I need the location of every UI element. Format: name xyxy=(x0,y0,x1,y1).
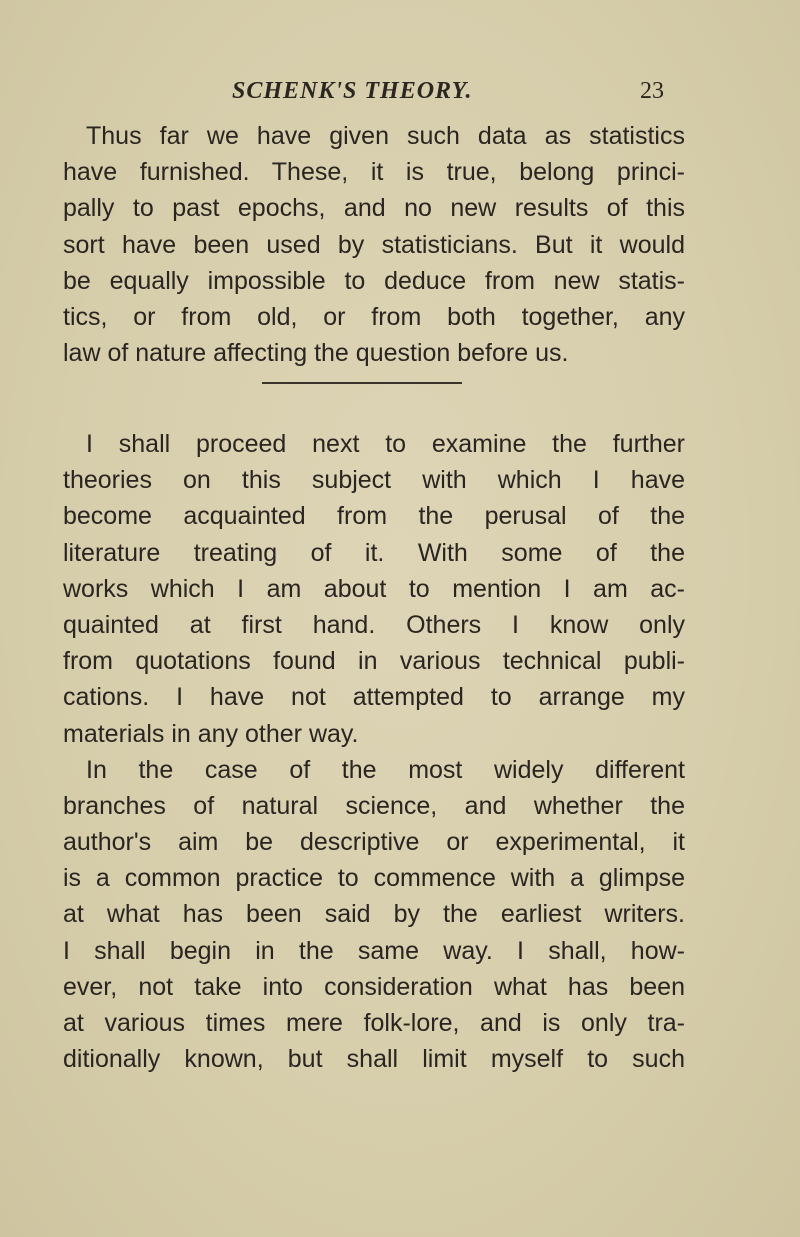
text-line: cations. I have not attempted to arrange my xyxy=(63,683,685,712)
text-line: theories on this subject with which I have xyxy=(63,466,685,495)
text-line: pally to past epochs, and no new results of this xyxy=(63,194,685,223)
text-line: have furnished. These, it is true, belong princi- xyxy=(63,158,685,187)
text-line: become acquainted from the perusal of the xyxy=(63,502,685,531)
text-line: I shall begin in the same way. I shall, how- xyxy=(63,936,685,965)
text-line: I shall proceed next to examine the further xyxy=(86,430,685,458)
text-line: In the case of the most widely different xyxy=(86,755,685,784)
running-title: SCHENK'S THEORY. xyxy=(232,78,473,104)
text-line: be equally impossible to deduce from new statis- xyxy=(63,266,685,295)
text-line: materials in any other way. xyxy=(63,719,359,748)
paragraph-statistics xyxy=(63,118,685,371)
text-line: at various times mere folk-lore, and is only tra- xyxy=(63,1009,685,1037)
paragraph-theories xyxy=(63,426,685,1077)
text-line: Thus far we have given such data as statistics xyxy=(86,122,685,150)
running-head xyxy=(0,78,800,108)
text-line: ever, not take into consideration what has been xyxy=(63,972,685,1001)
text-line: is a common practice to commence with a glimpse xyxy=(63,864,685,893)
text-line: quainted at first hand. Others I know only xyxy=(63,610,685,639)
text-line: literature treating of it. With some of the xyxy=(63,538,685,567)
text-line: ditionally known, but shall limit myself to such xyxy=(63,1045,685,1074)
section-divider xyxy=(262,382,462,384)
page-number: 23 xyxy=(640,78,664,104)
text-line: works which I am about to mention I am ac- xyxy=(63,574,685,603)
text-line: law of nature affecting the question before us. xyxy=(63,339,569,368)
text-line: from quotations found in various technical publi- xyxy=(63,647,685,676)
text-line: author's aim be descriptive or experimental, it xyxy=(63,828,685,857)
text-line: tics, or from old, or from both together, any xyxy=(63,302,685,331)
text-line: sort have been used by statisticians. But it would xyxy=(63,230,685,259)
text-line: branches of natural science, and whether the xyxy=(63,791,685,820)
text-line: at what has been said by the earliest writers. xyxy=(63,900,685,929)
